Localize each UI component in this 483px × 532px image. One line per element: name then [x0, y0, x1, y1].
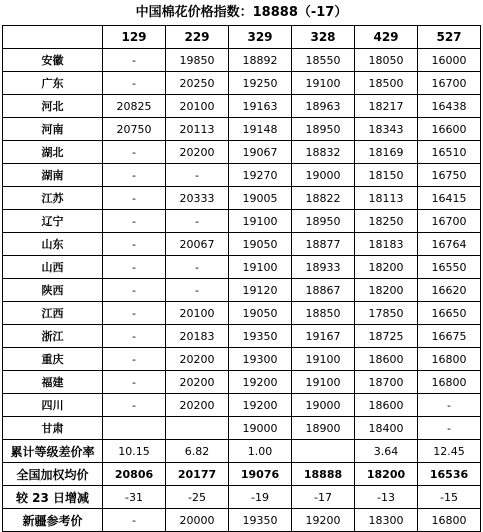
price-cell: 18850 [292, 302, 355, 325]
table-row [3, 371, 481, 394]
price-cell: 1.00 [229, 440, 292, 463]
price-cell: 18877 [292, 233, 355, 256]
price-cell: - [103, 256, 166, 279]
price-cell: 18950 [292, 210, 355, 233]
price-cell: 20067 [166, 233, 229, 256]
table-row [3, 187, 481, 210]
price-cell: - [103, 72, 166, 95]
price-cell: - [103, 348, 166, 371]
price-cell: 19100 [292, 72, 355, 95]
price-cell: - [418, 394, 481, 417]
price-cell: - [103, 509, 166, 532]
price-cell: 19000 [292, 164, 355, 187]
price-cell [166, 417, 229, 440]
price-cell: 19350 [229, 325, 292, 348]
summary-row [3, 486, 481, 509]
province-name: 广东 [3, 72, 103, 95]
price-cell: 18150 [355, 164, 418, 187]
price-cell: - [103, 210, 166, 233]
province-name: 四川 [3, 394, 103, 417]
summary-label: 新疆参考价 [3, 509, 103, 532]
price-cell: 18550 [292, 49, 355, 72]
column-header-429: 429 [355, 26, 418, 49]
price-cell: -19 [229, 486, 292, 509]
price-cell: 19100 [292, 348, 355, 371]
price-cell: 19100 [229, 256, 292, 279]
price-cell: 10.15 [103, 440, 166, 463]
table-row [3, 394, 481, 417]
price-cell: - [103, 49, 166, 72]
price-cell: - [103, 279, 166, 302]
price-cell: 18822 [292, 187, 355, 210]
price-cell: 16700 [418, 210, 481, 233]
price-cell: 18892 [229, 49, 292, 72]
province-name: 福建 [3, 371, 103, 394]
price-cell: 19100 [229, 210, 292, 233]
price-cell: 16650 [418, 302, 481, 325]
table-row [3, 256, 481, 279]
price-cell: 16800 [418, 371, 481, 394]
price-cell: 16550 [418, 256, 481, 279]
province-name: 重庆 [3, 348, 103, 371]
price-cell: 18950 [292, 118, 355, 141]
price-cell: 20200 [166, 371, 229, 394]
province-name: 河南 [3, 118, 103, 141]
price-cell: - [103, 164, 166, 187]
province-name: 安徽 [3, 49, 103, 72]
price-cell: 19120 [229, 279, 292, 302]
price-cell: - [103, 325, 166, 348]
price-cell: 18600 [355, 394, 418, 417]
summary-row [3, 463, 481, 486]
price-cell: 16000 [418, 49, 481, 72]
price-cell: 20200 [166, 394, 229, 417]
price-cell: 18832 [292, 141, 355, 164]
column-header-129: 129 [103, 26, 166, 49]
price-cell: - [166, 164, 229, 187]
table-row [3, 141, 481, 164]
price-cell: 16415 [418, 187, 481, 210]
table-row [3, 302, 481, 325]
province-name: 湖北 [3, 141, 103, 164]
price-cell: 19167 [292, 325, 355, 348]
price-cell: 19148 [229, 118, 292, 141]
price-cell [292, 440, 355, 463]
price-cell: 16620 [418, 279, 481, 302]
price-cell: 18113 [355, 187, 418, 210]
column-header-329: 329 [229, 26, 292, 49]
page-title: 中国棉花价格指数：18888（-17） [135, 5, 348, 20]
province-name: 山东 [3, 233, 103, 256]
price-cell: 19200 [229, 371, 292, 394]
price-cell: - [166, 256, 229, 279]
price-cell: 16800 [418, 509, 481, 532]
province-name: 陕西 [3, 279, 103, 302]
price-cell: 19050 [229, 233, 292, 256]
province-name: 江西 [3, 302, 103, 325]
price-cell: 18867 [292, 279, 355, 302]
province-name: 甘肃 [3, 417, 103, 440]
column-header-328: 328 [292, 26, 355, 49]
summary-label: 累计等级差价率 [3, 440, 103, 463]
table-row [3, 279, 481, 302]
column-header-corner [3, 26, 103, 49]
price-cell: - [103, 187, 166, 210]
price-cell: 18200 [355, 279, 418, 302]
price-cell: 18963 [292, 95, 355, 118]
price-cell: 19250 [229, 72, 292, 95]
price-cell: -15 [418, 486, 481, 509]
price-cell: 17850 [355, 302, 418, 325]
summary-row [3, 440, 481, 463]
price-cell: 18400 [355, 417, 418, 440]
price-cell: -17 [292, 486, 355, 509]
price-cell: 20825 [103, 95, 166, 118]
price-cell: 18050 [355, 49, 418, 72]
summary-row [3, 509, 481, 532]
price-cell: 20750 [103, 118, 166, 141]
price-cell: 20200 [166, 141, 229, 164]
table-row [3, 72, 481, 95]
price-cell: - [103, 302, 166, 325]
price-cell: 20333 [166, 187, 229, 210]
price-cell: 19000 [292, 394, 355, 417]
price-cell [103, 417, 166, 440]
price-cell: - [418, 417, 481, 440]
price-cell: 20177 [166, 463, 229, 486]
price-cell: 6.82 [166, 440, 229, 463]
price-cell: 20806 [103, 463, 166, 486]
price-cell: 16675 [418, 325, 481, 348]
price-cell: 19000 [229, 417, 292, 440]
price-cell: - [103, 394, 166, 417]
province-name: 山西 [3, 256, 103, 279]
table-row [3, 233, 481, 256]
table-body [3, 49, 481, 532]
price-cell: - [103, 371, 166, 394]
price-cell: - [103, 141, 166, 164]
price-cell: 18933 [292, 256, 355, 279]
price-cell: 19270 [229, 164, 292, 187]
price-cell: - [166, 279, 229, 302]
price-cell: - [166, 210, 229, 233]
price-cell: 19850 [166, 49, 229, 72]
price-cell: 20100 [166, 302, 229, 325]
table-row [3, 210, 481, 233]
header-row [3, 26, 481, 49]
price-cell: 16800 [418, 348, 481, 371]
price-cell: 18183 [355, 233, 418, 256]
summary-label: 全国加权均价 [3, 463, 103, 486]
price-cell: -25 [166, 486, 229, 509]
price-cell: 19076 [229, 463, 292, 486]
price-cell: 20100 [166, 95, 229, 118]
price-cell: 16764 [418, 233, 481, 256]
price-cell: 20250 [166, 72, 229, 95]
price-cell: 19050 [229, 302, 292, 325]
price-cell: 19005 [229, 187, 292, 210]
price-cell: 18217 [355, 95, 418, 118]
price-cell: 18343 [355, 118, 418, 141]
price-cell: - [103, 233, 166, 256]
price-cell: 18200 [355, 463, 418, 486]
price-cell: 18169 [355, 141, 418, 164]
column-header-229: 229 [166, 26, 229, 49]
price-cell: -31 [103, 486, 166, 509]
price-cell: 16536 [418, 463, 481, 486]
price-cell: 19200 [292, 509, 355, 532]
table-row [3, 164, 481, 187]
price-cell: 16700 [418, 72, 481, 95]
province-name: 河北 [3, 95, 103, 118]
price-cell: 20113 [166, 118, 229, 141]
summary-label: 较 23 日增减 [3, 486, 103, 509]
table-row [3, 417, 481, 440]
price-cell: 19200 [229, 394, 292, 417]
price-cell: 18900 [292, 417, 355, 440]
price-cell: 19067 [229, 141, 292, 164]
price-cell: 18600 [355, 348, 418, 371]
price-table [2, 25, 481, 532]
price-cell: 19163 [229, 95, 292, 118]
price-cell: 3.64 [355, 440, 418, 463]
province-name: 浙江 [3, 325, 103, 348]
price-cell: 20183 [166, 325, 229, 348]
table-row [3, 49, 481, 72]
price-cell: 18500 [355, 72, 418, 95]
table-row [3, 325, 481, 348]
table-row [3, 348, 481, 371]
price-cell: 19100 [292, 371, 355, 394]
price-cell: 19300 [229, 348, 292, 371]
price-cell: 16750 [418, 164, 481, 187]
price-cell: 18300 [355, 509, 418, 532]
province-name: 江苏 [3, 187, 103, 210]
price-cell: 12.45 [418, 440, 481, 463]
price-cell: 20000 [166, 509, 229, 532]
column-header-527: 527 [418, 26, 481, 49]
province-name: 辽宁 [3, 210, 103, 233]
price-cell: 16438 [418, 95, 481, 118]
price-cell: 18725 [355, 325, 418, 348]
price-cell: 16600 [418, 118, 481, 141]
price-cell: 20200 [166, 348, 229, 371]
price-cell: 16510 [418, 141, 481, 164]
price-cell: 19350 [229, 509, 292, 532]
province-name: 湖南 [3, 164, 103, 187]
price-cell: 18200 [355, 256, 418, 279]
price-cell: -13 [355, 486, 418, 509]
table-row [3, 118, 481, 141]
price-cell: 18700 [355, 371, 418, 394]
table-row [3, 95, 481, 118]
price-cell: 18250 [355, 210, 418, 233]
price-cell: 18888 [292, 463, 355, 486]
